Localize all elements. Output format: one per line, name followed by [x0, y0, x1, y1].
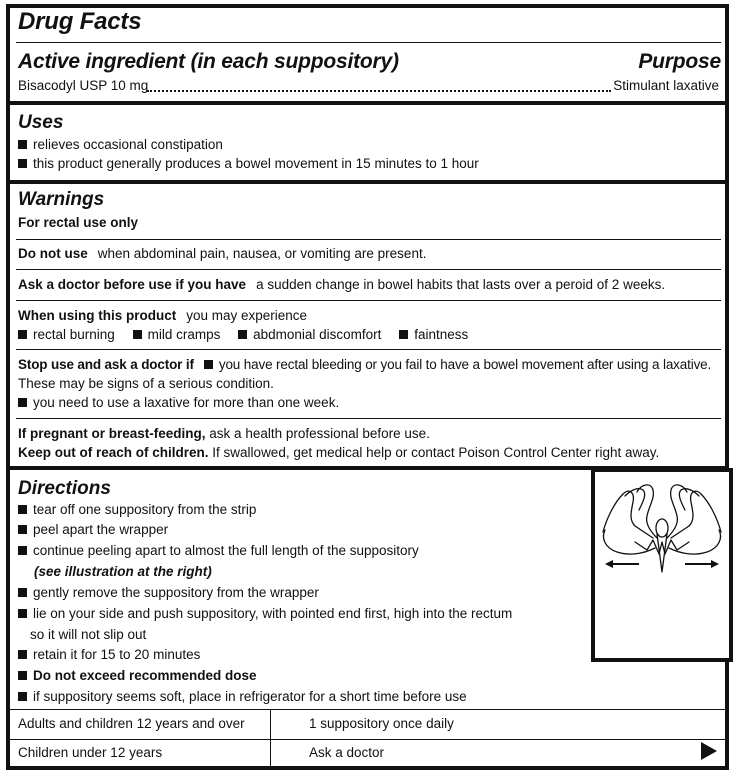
table-row-divider: [10, 739, 729, 740]
list-item: relieves occasional constipation: [18, 137, 223, 152]
do-not-use: Do not use when abdominal pain, nausea, or vomiting are present.: [18, 246, 427, 261]
list-item: you need to use a laxative for more than one week.: [18, 395, 339, 410]
bullet-icon: [204, 360, 213, 369]
bullet-icon: [18, 671, 27, 680]
page-title: Drug Facts: [18, 8, 142, 35]
divider: [16, 300, 721, 301]
table-cell: Adults and children 12 years and over: [18, 716, 245, 731]
continue-arrow-icon: [701, 742, 717, 760]
list-item: retain it for 15 to 20 minutes: [18, 647, 200, 662]
table-cell: Ask a doctor: [309, 745, 385, 760]
dot-leader: [147, 90, 611, 92]
section-divider: [6, 180, 729, 184]
ingredient-purpose: Stimulant laxative: [613, 78, 719, 93]
divider: [16, 42, 721, 43]
divider: [16, 418, 721, 419]
bullet-icon: [238, 330, 247, 339]
list-item: continue peeling apart to almost the full length of the suppository: [18, 543, 419, 558]
bullet-icon: [18, 398, 27, 407]
directions-heading: Directions: [18, 478, 111, 499]
when-using-effects: rectal burning mild cramps abdmonial discomfort faintness: [18, 327, 468, 342]
suppository-illustration: [591, 468, 733, 662]
ingredient-name: Bisacodyl USP 10 mg: [18, 78, 149, 93]
rectal-use-note: For rectal use only: [18, 215, 139, 230]
purpose-heading: Purpose: [638, 50, 721, 73]
bullet-icon: [399, 330, 408, 339]
list-item-continued: so it will not slip out: [30, 627, 147, 642]
table-cell: Children under 12 years: [18, 745, 163, 760]
list-item: if suppository seems soft, place in refrigerator for a short time before use: [18, 689, 467, 704]
bullet-icon: [18, 505, 27, 514]
bullet-icon: [18, 525, 27, 534]
list-item: Do not exceed recommended dose: [18, 668, 257, 683]
section-divider: [6, 101, 729, 105]
list-item: lie on your side and push suppository, with pointed end first, high into the rectum: [18, 606, 512, 621]
list-item: gently remove the suppository from the wrapper: [18, 585, 319, 600]
hands-peeling-wrapper-icon: [595, 472, 729, 658]
list-item: tear off one suppository from the strip: [18, 502, 256, 517]
uses-heading: Uses: [18, 112, 64, 133]
when-using: When using this product you may experience: [18, 308, 308, 323]
keep-out-warning: Keep out of reach of children. If swallowed, get medical help or contact Poison Control Center right away.: [18, 445, 660, 460]
bullet-icon: [133, 330, 142, 339]
bullet-icon: [18, 650, 27, 659]
table-top-border: [10, 709, 729, 710]
divider: [16, 239, 721, 240]
divider: [16, 269, 721, 270]
bullet-icon: [18, 692, 27, 701]
bullet-icon: [18, 159, 27, 168]
table-column-divider: [270, 709, 271, 770]
ask-doctor: Ask a doctor before use if you have a sudden change in bowel habits that lasts over a peroid of 2 weeks.: [18, 277, 666, 292]
warnings-heading: Warnings: [18, 189, 105, 210]
pregnant-warning: If pregnant or breast-feeding, ask a health professional before use.: [18, 426, 430, 441]
bullet-icon: [18, 546, 27, 555]
table-cell: 1 suppository once daily: [309, 716, 454, 731]
stop-use-note: These may be signs of a serious condition.: [18, 376, 274, 391]
bullet-icon: [18, 330, 27, 339]
list-item: peel apart the wrapper: [18, 522, 168, 537]
bullet-icon: [18, 609, 27, 618]
bullet-icon: [18, 140, 27, 149]
bullet-icon: [18, 588, 27, 597]
divider: [16, 349, 721, 350]
list-item: this product generally produces a bowel movement in 15 minutes to 1 hour: [18, 156, 479, 171]
stop-use: Stop use and ask a doctor if you have rectal bleeding or you fail to have a bowel movement after using a laxative.: [18, 357, 712, 372]
active-ingredient-heading: Active ingredient (in each suppository): [18, 50, 399, 73]
illustration-note: (see illustration at the right): [34, 564, 212, 579]
